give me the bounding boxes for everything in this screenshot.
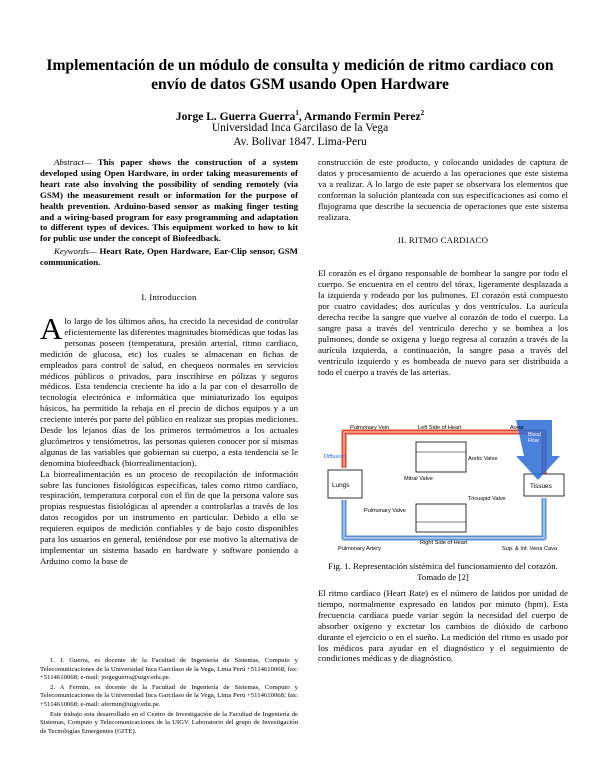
author-1: Jorge L. Guerra Guerra: [175, 110, 296, 123]
label-tricuspid-valve: Tricuspid Valve: [468, 496, 506, 502]
keywords-label: Keywords—: [54, 246, 97, 257]
abstract-text: This paper shows the construction of a system developed using Open Hardware, in order taking measurements of heart rate also involving the possibility of sending remotely (via GSM) the measurement result or information for the purpose of health prevention. Arduino-based sensor as making finger testing and a wiring-based program for easy programming and adaptation to different types of devices. This equipment worked to how to kit for public use under the concept of Biofeedback.: [40, 157, 298, 244]
label-pulmonary-valve: Pulmonary Valve: [364, 508, 406, 514]
intro-paragraph-1: [40, 310, 298, 469]
footnote-1: 1. J. Guerra, es docente de la Facultad de Ingeniería de Sistemas, Computo y Telecomunicaciones de la Universidad Inca Garcilaso de la Vega, Lima Perú +5114610068; fax: +5114610068; e-mail: jorgeguerra@uigv.edu.pe.: [40, 657, 298, 682]
label-aortic-valve: Aortic Valve: [468, 456, 498, 462]
label-aorta: Aorta: [510, 425, 524, 431]
address: Av. Bolivar 1847. Lima-Peru: [233, 136, 367, 148]
label-blood-flow: Blood Flow: [528, 432, 541, 444]
section-2-heading: II. RITMO CARDIACO: [397, 235, 489, 246]
intro-paragraph-2: La biorrealimentación es un proceso de recopilación de información sobre las funciones fisiológicas específicas, tales como ritmo cardíaco, respiración, temperatura corporal con el fin de que la persona valore sus propias respuestas fisiológicas al aprender a controlarlas a través de los datos recogidos por un instrumento en particular. Debido a ello se requieren equipos de medición confiables y de bajo costo disponibles para los usuarios en general, teniéndose por ese motivo la alternativa de implementar un sistema basado en hardware y software poniendo a Arduino como la base de: [40, 468, 298, 566]
left-column: [40, 157, 298, 567]
heart-diagram: [320, 420, 568, 556]
section-1-heading: I. Introduccion: [141, 292, 197, 303]
heart-rate-paragraph: El ritmo cardíaco (Heart Rate) es el número de latidos por unidad de tiempo, normalmente expresado en latidos por minuto (bpm). Esta frecuencia cardíaca puede variar según la necesidad del cuerpo de absorber oxígeno y excretar los cambios de dióxido de carbono durante el ejercicio o en el sueño. La medición del ritmo es usado por los médicos para ayudar en el diagnóstico y el seguimiento de condiciones médicas y de diagnóstico.: [318, 588, 568, 664]
figure-caption: Fig. 1. Representación sistémica del funcionamiento del corazón. Tomado de [2]: [328, 561, 558, 582]
footnotes: [40, 657, 298, 737]
footnote-3: Este trabajo esta desarrollado en el Centro de Investigación de la Facultad de Ingeniería de Sistemas, Computo y Telecomunicaciones de la UIGV. Laboratorio del grupo de Investigación de Tecnologías Emergentes (GITE).: [40, 710, 298, 735]
label-pulmonary-vein: Pulmonary Vein: [350, 425, 390, 431]
intro-paragraph-1-text: lo largo de los últimos años, ha crecido la necesidad de controlar eficientemente las diferentes magnitudes biomédicas que todas las personas poseen (temperatura, presión arterial, ritmo cardiaco, medición de glucosa, etc) los cuales se almacenan en fichas de empleados para control de salud, en chequeos normales en servicios médicos públicos o privados, para inscribirse en pólizas y seguros médicos. Esta tendencia creciente ha ido a la par con el desarrollo de tecnología electrónica e informática que miniaturizado los equipos básicos, ha permitido la rebaja en el precio de dichos equipos y a un creciente interés por parte del público en realizar sus propias mediciones. Desde los lejanos días de los primeros termómetros a los actuales glucómetros y tensiómetros, las personas quieren conocer por sí mismas algunas de las variables que gobiernan su cuerpo, a esta tendencia se le denomina biofeedback (biorrealimentacion).: [40, 315, 298, 468]
keywords-text: Heart Rate, Open Hardware, Ear-Clip sensor, GSM communication.: [40, 246, 298, 268]
right-column-bottom: [318, 588, 568, 664]
label-tissues: Tissues: [530, 483, 552, 490]
abstract-label: Abstract—: [54, 157, 92, 167]
drop-cap: A: [40, 310, 63, 346]
footnote-2: 2. A Fermin, es docente de la Facultad de Ingeniería de Sistemas, Computo y Telecomunicaciones de la Universidad Inca Garcilaso de la Vega, Lima Perú +5114610068; fax: +5114610068; e-mail: afermin@uigv.edu.pe.: [40, 683, 298, 708]
paper-title: Implementación de un módulo de consulta y medición de ritmo cardiaco con envío de datos GSM usando Open Hardware: [46, 57, 554, 93]
abstract: [40, 157, 298, 244]
author-2-mark: 2: [420, 109, 425, 117]
right-heart-box: [416, 504, 466, 532]
author-separator: ,: [298, 110, 304, 123]
label-diffusion: Diffusion: [324, 454, 346, 460]
author-2: Armando Fermin Perez: [303, 110, 421, 123]
label-right-side: Right Side of Heart: [420, 540, 468, 546]
author-1-mark: 1: [295, 109, 299, 117]
keywords: [40, 246, 298, 268]
label-pulmonary-artery: Pulmonary Artery: [338, 546, 381, 552]
label-mitral-valve: Mitral Valve: [404, 476, 433, 482]
affiliation: Universidad Inca Garcilaso de la Vega: [211, 122, 389, 134]
heart-paragraph: El corazón es el órgano responsable de bombear la sangre por todo el cuerpo. Se encuentra en el centro del tórax, ligeramente desplazada a la izquierda y rodeado por los pulmones. El corazón está compuesto por cuatro cavidades; dos aurículas y dos ventrículos. La aurícula derecha recibe la sangre que vuelve al corazón de todo el cuerpo. La sangre pasa a través del ventrículo derecho y se bombea a los pulmones, donde se oxigena y luego regresa al corazón a través de la aurícula izquierda, a continuación, la sangre pasa a través del ventrículo izquierdo y es bombeada de nuevo para ser distribuida a todo el cuerpo a través de las arterias.: [318, 268, 568, 377]
label-vena-cava: Sup. & Inf. Vena Cava: [502, 546, 558, 552]
label-lungs: Lungs: [332, 482, 350, 489]
continued-paragraph: construcción de este producto, y colocando unidades de captura de datos y procesamiento de acuerdo a las operaciones que este sistema va a realizar. A lo largo de este paper se observara los elementos que conforman la solución planteada con sus especificaciones así como el flujograma que describe la secuencia de operaciones que este sistema realizara.: [318, 157, 568, 222]
label-left-side: Left Side of Heart: [418, 425, 462, 431]
left-heart-box: [416, 442, 466, 472]
right-column-top: [318, 157, 568, 377]
